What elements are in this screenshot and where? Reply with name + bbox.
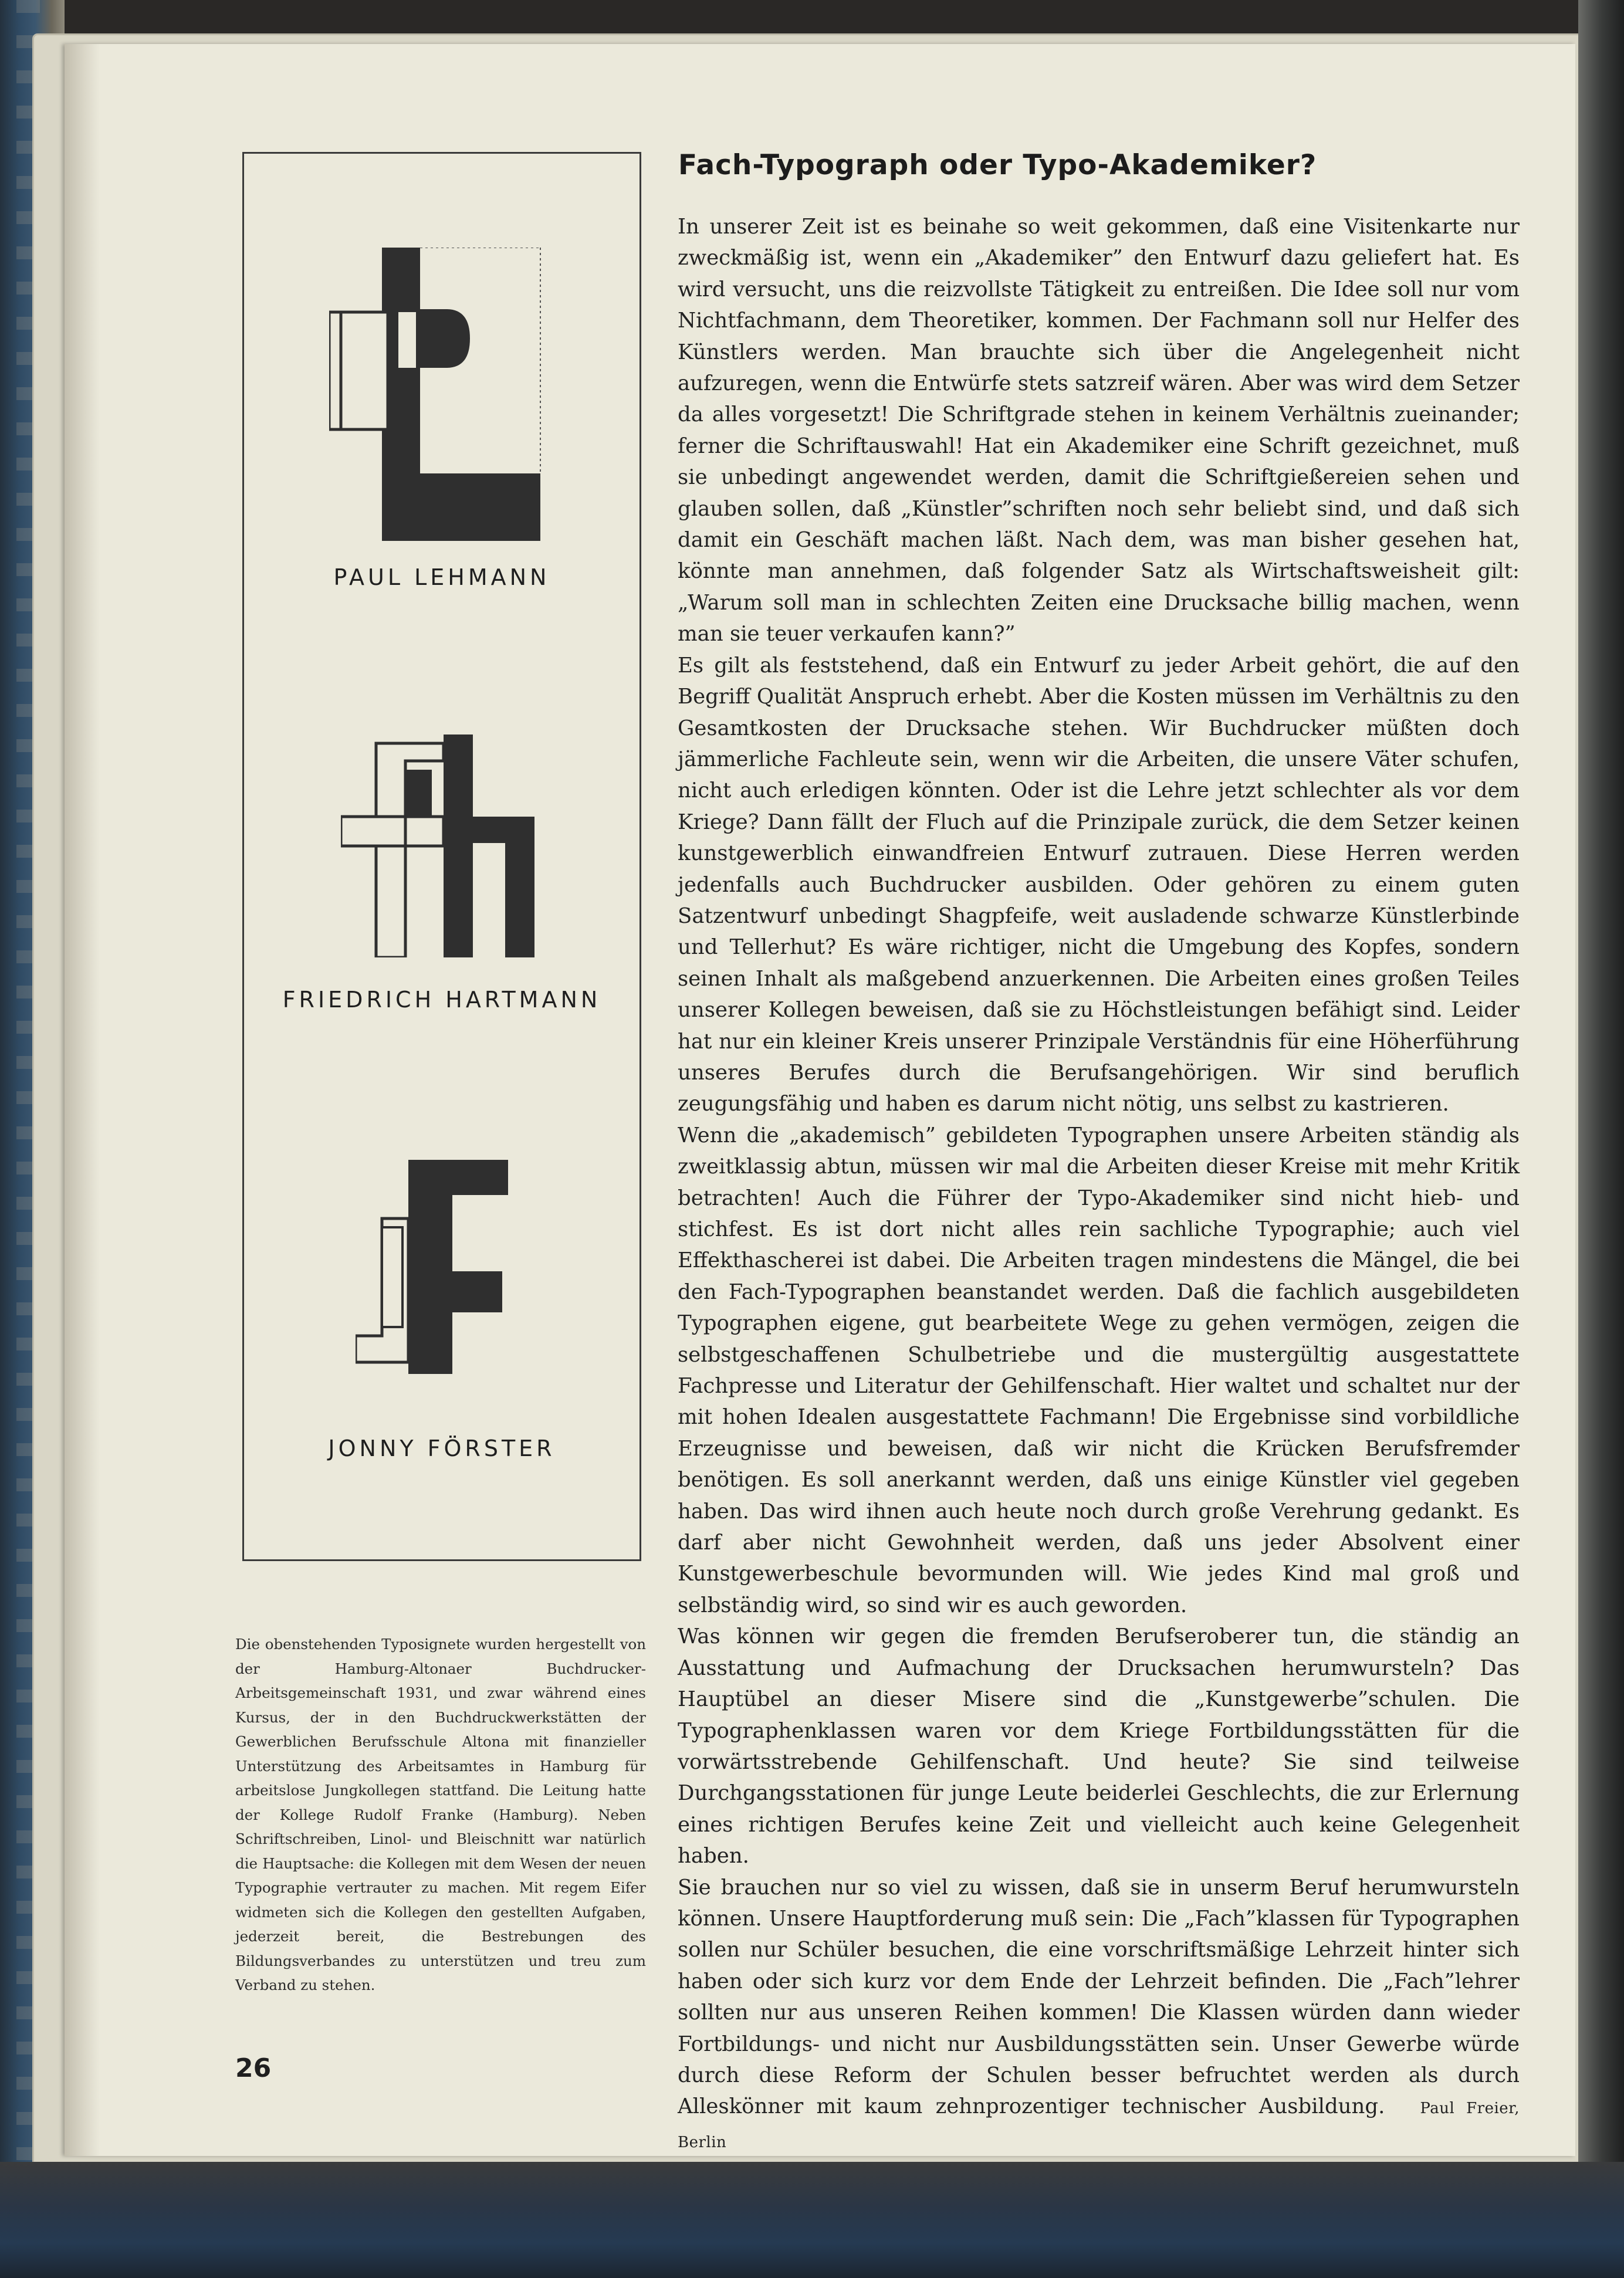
jf-monogram-icon: [356, 1160, 520, 1374]
page-number: 26: [235, 2053, 272, 2083]
book-cover-bottom-edge: [0, 2162, 1624, 2278]
fh-monogram-icon: [341, 734, 546, 957]
article-paragraph: Was können wir gegen die fremden Berufseroberer tun, die ständig an Ausstattung und Aufmachung der Drucksachen herumwursteln? Das Hauptübel an dieser Misere sind die „Kunstgewerbe”schulen. Die Typographenklassen waren vor dem Kriege Fortbildungsstätten für die vorwärtsstrebende Gehilfenschaft. Und heute? Sie sind teilweise Durchgangsstationen für junge Leute beiderlei Geschlechts, die zur Erlernung eines richtigen Berufes keine Zeit und vielleicht auch keine Gelegenheit haben.: [678, 1624, 1520, 1869]
article-paragraph-text: Sie brauchen nur so viel zu wissen, daß sie in unserm Beruf herumwursteln können. Unsere Hauptforderung muß sein: Die „Fach”klassen für Typographen sollen nur Schüler besuchen, die eine vorschriftsmäßige Lehrzeit hinter sich haben oder sich kurz vor dem Ende der Lehrzeit befinden. Die „Fach”lehrer sollten nur aus unseren Reihen kommen! Die Klassen würden dann wieder Fortbildungs- und nicht nur Ausbildungsstätten sein. Unser Gewerbe würde durch diese Reform der Schulen besser befruchtet werden als durch Alleskönner mit kaum zehnprozentiger technischer Ausbildung.: [678, 1875, 1520, 2119]
article-paragraph-last: [678, 1872, 1520, 2159]
article-author: Paul Freier, Berlin: [678, 2100, 1520, 2151]
article-body: [678, 211, 1520, 2158]
pl-monogram-icon: [329, 248, 546, 541]
article-paragraph: In unserer Zeit ist es beinahe so weit gekommen, daß eine Visitenkarte nur zweckmäßig ist, wenn ein „Akademiker” den Entwurf dazu geliefert hat. Es wird versucht, uns die reizvollste Tätigkeit zu entreißen. Die Idee soll nur vom Nichtfachmann, dem Theoretiker, kommen. Der Fachmann soll nur Helfer des Künstlers werden. Man brauchte sich über die Angelegenheit nicht aufzuregen, wenn die Entwürfe stets satzreif wären. Aber was wird dem Setzer da alles vorgesetzt! Die Schriftgrade stehen in keinem Verhältnis zueinander; ferner die Schriftauswahl! Hat ein Akademiker eine Schrift gezeichnet, muß sie unbedingt angewendet werden, damit die Schriftgießereien sehen und glauben sollen, daß „Künstler”schriften noch sehr beliebt sind, und daß sich damit ein Geschäft machen läßt. Nach dem, was man bisher gesehen hat, könnte man annehmen, daß folgender Satz als Wirtschaftsweisheit gilt: „Warum soll man in schlechten Zeiten eine Drucksache billig machen, wenn man sie teuer verkaufen kann?”: [678, 215, 1520, 646]
article-paragraph: Wenn die „akademisch” gebildeten Typographen unsere Arbeiten ständig als zweitklassig abtun, müssen wir mal die Arbeiten dieser Kreise mit mehr Kritik betrachten! Auch die Führer der Typo-Akademiker sind nicht hieb- und stichfest. Es ist dort nicht alles rein sachliche Typographie; auch viel Effekthascherei ist dabei. Die Arbeiten tragen mindestens die Mängel, die bei den Fach-Typographen beanstandet werden. Daß die fachlich ausgebildeten Typographen eigene, gut bearbeitete Wege zu gehen vermögen, zeigen die selbstgeschaffenen Schulbetriebe und die mustergültig ausgestattete Fachpresse und Literatur der Gehilfenschaft. Hier waltet und schaltet nur der mit hohen Idealen ausgestattete Fachmann! Die Ergebnisse sind vorbildliche Erzeugnisse und beweisen, daß wir nicht die Krücken Berufsfremder benötigen. Es soll anerkannt werden, daß uns einige Künstler viel gegeben haben. Das wird ihnen auch heute noch durch große Verehrung gedankt. Es darf aber nicht Gewohnheit werden, daß uns jeder Absolvent einer Kunstgewerbeschule bevormunden will. Wie jedes Kind mal groß und selbständig wird, so sind wir es auch geworden.: [678, 1123, 1520, 1617]
book-cover-right-edge: [1578, 0, 1624, 2278]
logo-showcase-frame: [242, 152, 641, 1561]
logo-caption: JONNY FÖRSTER: [328, 1436, 556, 1461]
logo-caption: PAUL LEHMANN: [333, 564, 550, 590]
gutter-shadow: [65, 44, 100, 2156]
article-title: Fach-Typograph oder Typo-Akademiker?: [678, 149, 1317, 181]
side-note: Die obenstehenden Typosignete wurden hergestellt von der Hamburg-Altonaer Buchdrucker-Arbeitsgemeinschaft 1931, und zwar während eines Kursus, der in den Buchdruckwerkstätten der Gewerblichen Berufsschule Altona mit finanzieller Unterstützung des Arbeitsamtes in Hamburg für arbeitslose Jungkollegen stattfand. Die Leitung hatte der Kollege Rudolf Franke (Hamburg). Neben Schriftschreiben, Linol- und Bleischnitt war natürlich die Hauptsache: die Kollegen mit dem Wesen der neuen Typographie vertrauter zu machen. Mit regem Eifer widmeten sich die Kollegen den gestellten Aufgaben, jederzeit bereit, die Bestrebungen des Bildungsverbandes zu unterstützen und treu zum Verband zu stehen.: [235, 1636, 646, 1993]
article-paragraph: Es gilt als feststehend, daß ein Entwurf zu jeder Arbeit gehört, die auf den Begriff Qualität Anspruch erhebt. Aber die Kosten müssen im Verhältnis zu den Gesamtkosten der Drucksache stehen. Wir Buchdrucker müßten doch jämmerliche Fachleute sein, wenn wir die Arbeiten, die unsere Väter schufen, nicht auch erledigen könnten. Oder ist die Lehre jetzt schlechter als vor dem Kriege? Dann fällt der Fluch auf die Prinzipale zurück, die dem Setzer keinen kunstgewerblich einwandfreien Entwurf zutrauen. Diese Herren werden jedenfalls auch Buchdrucker ausbilden. Oder gehören zu einem guten Satzentwurf unbedingt Shagpfeife, weit ausladende schwarze Künstlerbinde und Tellerhut? Es wäre richtiger, nicht die Umgebung des Kopfes, sondern seinen Inhalt als maßgebend anzuerkennen. Die Arbeiten eines großen Teiles unserer Kollegen beweisen, daß sie zu Höchstleistungen befähigt sind. Leider hat nur ein kleiner Kreis unserer Prinzipale Verständnis für eine Höherführung unseres Berufes durch die Berufsangehörigen. Wir sind beruflich zeugungsfähig und haben es darum nicht nötig, uns selbst zu kastrieren.: [678, 653, 1520, 1116]
logo-caption: FRIEDRICH HARTMANN: [282, 987, 601, 1013]
